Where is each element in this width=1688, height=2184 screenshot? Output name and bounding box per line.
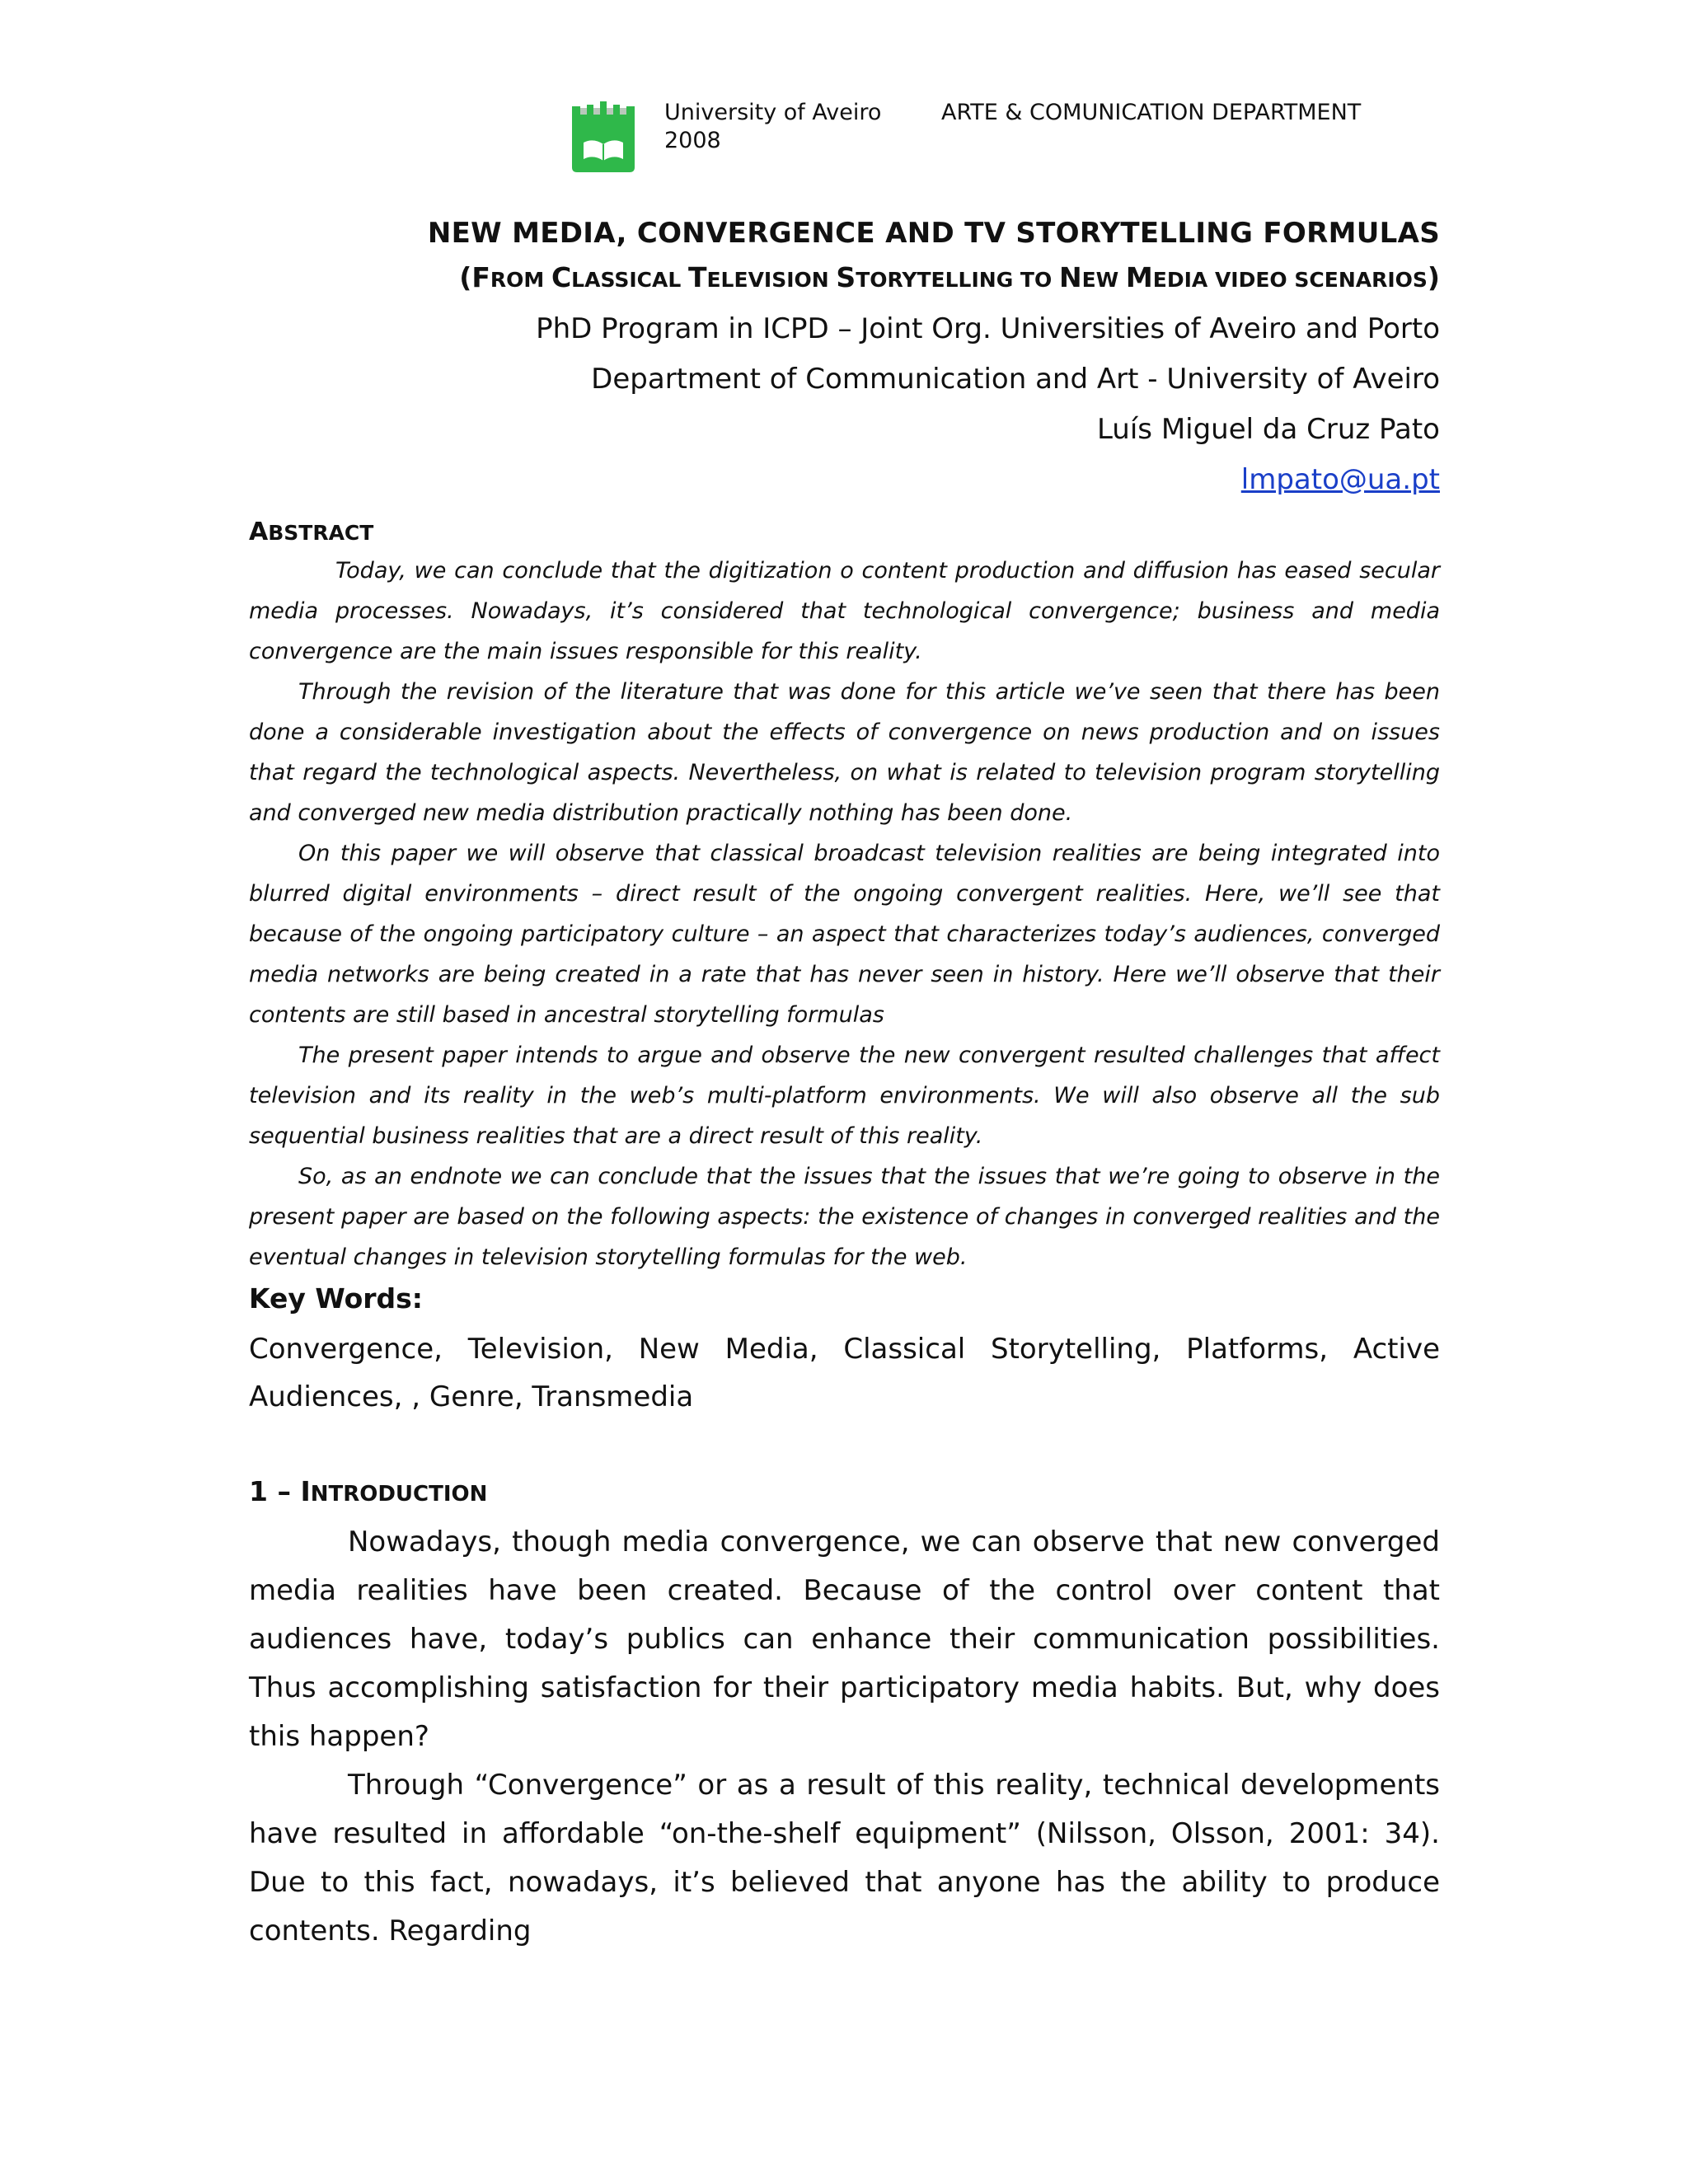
subtitle-part: ELEVISION <box>706 268 837 292</box>
body-paragraph: Nowadays, though media convergence, we can observe that new converged media realities have been created. Because of the control over content that audiences have, today’s publics can enhance their communication possibilities. Thus accomplishing satisfaction for their participatory media habits. But, why does this happen? <box>249 1526 1440 1753</box>
department-name: ARTE & COMUNICATION DEPARTMENT <box>941 100 1362 125</box>
abstract-heading-initial: A <box>249 518 269 546</box>
subtitle-part: ROM <box>490 268 551 292</box>
page-header <box>570 97 1436 180</box>
university-name: University of Aveiro <box>664 100 882 125</box>
abstract-paragraph: Today, we can conclude that the digitization o content production and diffusion has eased secular media processes. Nowadays, it’s considered that technological convergence; business and media convergence are the main issues responsible for this reality. <box>249 558 1440 664</box>
section-heading <box>249 1475 487 1511</box>
abstract-heading <box>249 519 373 546</box>
paper-subtitle <box>249 254 1440 304</box>
subtitle-part: ) <box>1427 261 1440 293</box>
header-year: 2008 <box>664 128 721 153</box>
abstract-paragraph: The present paper intends to argue and observe the new convergent resulted challenges that affect television and its reality in the web’s multi-platform environments. We will also observe all the sub sequential business realities that are a direct result of this reality. <box>249 1043 1440 1149</box>
abstract-paragraph: Through the revision of the literature that was done for this article we’ve seen that there has been done a considerable investigation about the effects of convergence on news production and on issues that regard the technological aspects. Nevertheless, on what is related to television program storytelling and converged new media distribution practically nothing has been done. <box>249 679 1440 826</box>
subtitle-part: N <box>1058 261 1082 293</box>
abstract-paragraph: On this paper we will observe that classical broadcast television realities are being integrated into blurred digital environments – direct result of the ongoing convergent realities. Here, we’ll see that because of the ongoing participatory culture – an aspect that characterizes today’s audiences, converged media networks are being created in a rate that has never seen in history. Here we’ll observe that their contents are still based in ancestral storytelling formulas <box>249 841 1440 1028</box>
author-name: Luís Miguel da Cruz Pato <box>1096 413 1440 446</box>
keywords-heading: Key Words: <box>249 1282 424 1315</box>
title-block <box>249 213 1440 505</box>
department-line: Department of Communication and Art - University of Aveiro <box>591 363 1440 396</box>
subtitle-part: LASSICAL <box>571 268 688 292</box>
section-number: 1 – <box>249 1475 301 1507</box>
university-logo-icon <box>570 101 636 176</box>
author-email-link[interactable]: lmpato@ua.pt <box>1240 463 1440 496</box>
abstract-paragraph: So, as an endnote we can conclude that the issues that the issues that we’re going to observe in the present paper are based on the following aspects: the existence of changes in converged realities and the eventual changes in television storytelling formulas for the web. <box>249 1164 1440 1270</box>
section-heading-initial: I <box>300 1475 311 1507</box>
subtitle-part: T <box>687 261 707 293</box>
subtitle-part: S <box>836 261 856 293</box>
subtitle-part: EW <box>1081 268 1126 292</box>
program-line: PhD Program in ICPD – Joint Org. Universities of Aveiro and Porto <box>536 312 1440 345</box>
subtitle-part: EDIA VIDEO SCENARIOS <box>1152 268 1428 292</box>
abstract-body <box>249 551 1440 1277</box>
keywords-text: Convergence, Television, New Media, Classical Storytelling, Platforms, Active Audiences, , Genre, Transmedia <box>249 1333 1440 1413</box>
subtitle-part: C <box>551 261 572 293</box>
subtitle-part: TORYTELLING TO <box>856 268 1059 292</box>
body-paragraph: Through “Convergence” or as a result of this reality, technical developments have resulted in affordable “on-the-shelf equipment” (Nilsson, Olsson, 2001: 34). Due to this fact, nowadays, it’s believed that anyone has the ability to produce contents. Regarding <box>249 1769 1440 1947</box>
abstract-heading-rest: BSTRACT <box>268 521 374 545</box>
subtitle-part: M <box>1125 261 1153 293</box>
paper-title: NEW MEDIA, CONVERGENCE AND TV STORYTELLING FORMULAS <box>427 217 1440 250</box>
subtitle-part: ( <box>459 261 472 293</box>
section-heading-rest: NTRODUCTION <box>310 1482 488 1507</box>
header-line <box>664 99 1362 127</box>
section-body <box>249 1518 1440 1956</box>
email-line <box>249 455 1440 505</box>
subtitle-part: F <box>471 261 490 293</box>
